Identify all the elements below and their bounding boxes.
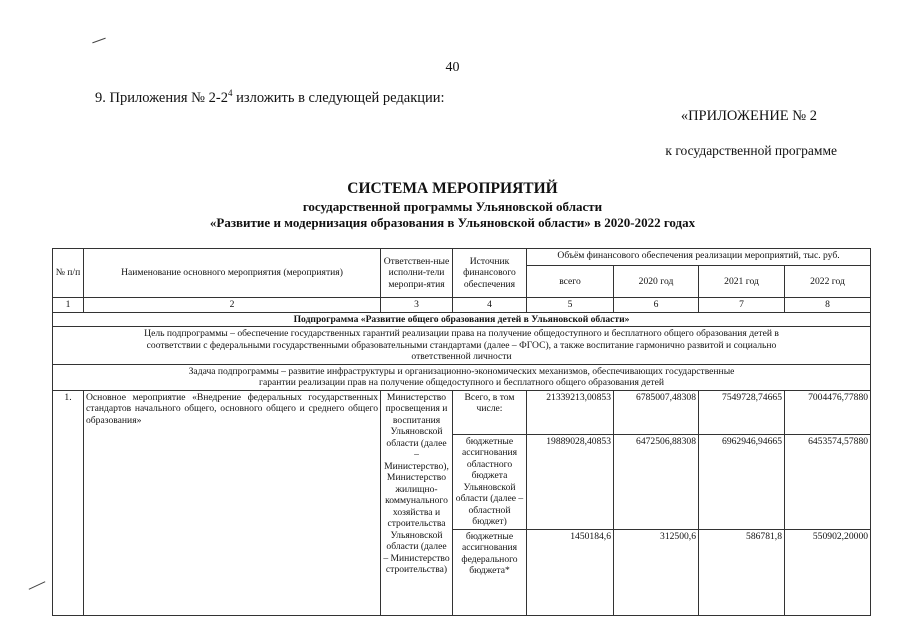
- page-number: 40: [445, 60, 460, 75]
- appendix-label: «ПРИЛОЖЕНИЕ № 2: [680, 108, 817, 124]
- row-name: Основное мероприятие «Внедрение федеральных государственных стандартов начального общего, основного общего и среднего общего образования»: [84, 390, 381, 615]
- header-funding: Объём финансового обеспечения реализации мероприятий, тыс. руб.: [527, 249, 871, 266]
- col-number: 2: [84, 298, 381, 313]
- document-subtitle: государственной программы Ульяновской области: [302, 199, 603, 214]
- header-num: № п/п: [53, 249, 84, 298]
- col-number: 3: [381, 298, 453, 313]
- value-cell: 7549728,74665: [699, 390, 785, 434]
- col-number: 8: [785, 298, 871, 313]
- scan-artifact: [29, 581, 46, 590]
- task-row: Задача подпрограммы – развитие инфраструктуры и организационно-экономических механизмов, обеспечивающих государственные гарантии реализации прав на получение общедоступного и бесплатного общего образования детей: [53, 364, 871, 390]
- header-2020: 2020 год: [614, 266, 699, 298]
- document-program-name: «Развитие и модернизация образования в Ульяновской области» в 2020-2022 годах: [209, 215, 696, 230]
- value-cell: 550902,20000: [785, 529, 871, 615]
- header-source: Источник финансового обеспечения: [453, 249, 527, 298]
- value-cell: 1450184,6: [527, 529, 614, 615]
- col-number: 1: [53, 298, 84, 313]
- intro-text: [95, 88, 445, 107]
- value-cell: 6785007,48308: [614, 390, 699, 434]
- value-cell: 312500,6: [614, 529, 699, 615]
- source-cell: бюджетные ассигнования федерального бюджета*: [453, 529, 527, 615]
- value-cell: 21339213,00853: [527, 390, 614, 434]
- col-number: 5: [527, 298, 614, 313]
- source-cell: Всего, в том числе:: [453, 390, 527, 434]
- document-title: СИСТЕМА МЕРОПРИЯТИЙ: [347, 180, 558, 197]
- header-total: всего: [527, 266, 614, 298]
- header-executor: Ответствен-ные исполни-тели меропри-ятия: [381, 249, 453, 298]
- value-cell: 6962946,94665: [699, 434, 785, 529]
- header-2022: 2022 год: [785, 266, 871, 298]
- value-cell: 19889028,40853: [527, 434, 614, 529]
- intro-sup: 4: [227, 88, 233, 98]
- subprogram-row: Подпрограмма «Развитие общего образования детей в Ульяновской области»: [53, 312, 871, 327]
- col-number: 6: [614, 298, 699, 313]
- measures-table: [52, 248, 871, 616]
- value-cell: 6453574,57880: [785, 434, 871, 529]
- value-cell: 6472506,88308: [614, 434, 699, 529]
- intro-suffix: изложить в следующей редакции:: [232, 89, 445, 106]
- header-2021: 2021 год: [699, 266, 785, 298]
- intro-prefix: 9. Приложения № 2-2: [95, 89, 228, 106]
- value-cell: 7004476,77880: [785, 390, 871, 434]
- source-cell: бюджетные ассигнования областного бюджета Ульяновской области (далее – областной бюджет): [453, 434, 527, 529]
- header-name: Наименование основного мероприятия (мероприятия): [84, 249, 381, 298]
- col-number: 4: [453, 298, 527, 313]
- row-executor: Министерство просвещения и воспитания Ульяновской области (далее – Министерство), Министерство жилищно-коммунального хозяйства и строительства Ульяновской области (далее – Министерство строительства): [381, 390, 453, 615]
- value-cell: 586781,8: [699, 529, 785, 615]
- col-number: 7: [699, 298, 785, 313]
- row-num: 1.: [53, 390, 84, 615]
- scan-artifact: [92, 38, 105, 44]
- goal-row: Цель подпрограммы – обеспечение государственных гарантий реализации права на получение общедоступного и бесплатного общего образования детей в соответствии с федеральными государственными образовательными стандартами (далее – ФГОС), а также воспитание гармонично развитой и социально ответственной личности: [53, 327, 871, 365]
- appendix-to: к государственной программе: [665, 143, 837, 158]
